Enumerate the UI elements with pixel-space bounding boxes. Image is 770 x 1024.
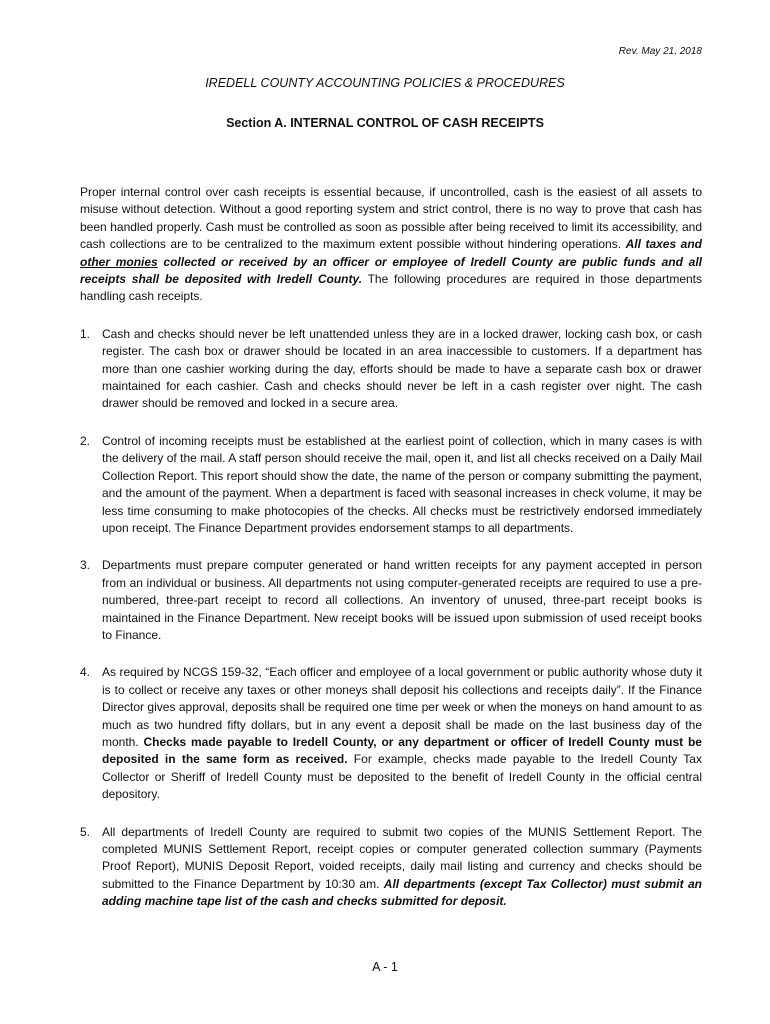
revision-date: Rev. May 21, 2018	[618, 46, 702, 57]
item-tail-text: For example, checks made payable to the Iredell County Tax Collector or Sheriff of Iredell County must be deposited to the benefit of Iredell County in the official central depository.	[102, 752, 702, 802]
document-title: IREDELL COUNTY ACCOUNTING POLICIES & PROCEDURES	[205, 76, 565, 90]
intro-text: Proper internal control over cash receipts is essential because, if uncontrolled, cash is the easiest of all assets to misuse without detection. Without a good reporting system and strict control, there is no way to prove that cash has been handled properly. Cash must be controlled as soon as possible after being received to limit its accessibility, and cash collections are to be centralized to the maximum extent possible without hindering operations.	[80, 185, 702, 252]
item-text-group	[102, 824, 702, 911]
list-item	[80, 433, 702, 537]
item-text: Control of incoming receipts must be established at the earliest point of collection, which in many cases is with the delivery of the mail. A staff person should receive the mail, open it, and list all checks received on a Daily Mail Collection Report. This report should show the date, the name of the person or company submitting the payment, and the amount of the payment. When a department is faced with seasonal increases in check volume, it may be less time consuming to make photocopies of the checks. All checks must be restrictively endorsed immediately upon receipt. The Finance Department provides endorsement stamps to all departments.	[102, 433, 702, 535]
item-bold-text: Checks made payable to Iredell County, or any department or officer of Iredell County must be deposited in the same form as received.	[102, 734, 702, 767]
list-item	[80, 557, 702, 644]
list-item	[80, 824, 702, 911]
item-text: As required by NCGS 159-32, “Each officer and employee of a local government or public authority whose duty it is to collect or receive any taxes or other moneys shall deposit his collections and receipts daily”. If the Finance Director gives approval, deposits shall be required one time per week or when the moneys on hand amount to as much as two hundred fifty dollars, but in any event a deposit shall be made on the last business day of the month.	[102, 665, 702, 749]
item-number: 2.	[80, 433, 91, 448]
page-number: A - 1	[372, 960, 398, 974]
document-body	[80, 184, 702, 931]
intro-tail: The following procedures are required in those departments handling cash receipts.	[80, 272, 702, 304]
list-item	[80, 664, 702, 803]
intro-paragraph	[80, 184, 702, 306]
item-text: All departments of Iredell County are required to submit two copies of the MUNIS Settlement Report. The completed MUNIS Settlement Report, receipt copies or computer generated collection summary (Payments Proof Report), MUNIS Deposit Report, voided receipts, daily mail listing and currency and checks should be submitted to the Finance Department by 10:30 am.	[102, 824, 702, 891]
item-text: Cash and checks should never be left unattended unless they are in a locked drawer, locking cash box, or cash register. The cash box or drawer should be located in an area inaccessible to customers. If a department has more than one cashier working during the day, efforts should be made to have a separate cash box or drawer maintained for each cashier. Cash and checks should never be left in a cash register over night. The cash drawer should be removed and locked in a secure area.	[102, 326, 702, 411]
item-number: 1.	[80, 326, 91, 341]
intro-emphasis-end: collected or received by an officer or employee of Iredell County are public funds and all receipts shall be deposited with Iredell County.	[80, 254, 702, 287]
intro-emphasis-underlined: other monies	[80, 254, 158, 269]
item-number: 4.	[80, 665, 91, 680]
list-item	[80, 326, 702, 413]
item-number: 5.	[80, 824, 91, 839]
intro-emphasis-start: All taxes and	[625, 237, 702, 252]
item-number: 3.	[80, 558, 91, 573]
item-text-group	[102, 664, 702, 803]
item-text: Departments must prepare computer generated or hand written receipts for any payment accepted in person from an individual or business. All departments not using computer-generated receipts are required to use a pre-numbered, three-part receipt to record all collections. An inventory of unused, three-part receipt books is maintained in the Finance Department. New receipt books will be issued upon submission of used receipt books to Finance.	[102, 558, 702, 642]
item-bold-italic-text: All departments (except Tax Collector) must submit an adding machine tape list of the cash and checks submitted for deposit.	[102, 876, 702, 909]
section-title: Section A. INTERNAL CONTROL OF CASH RECEIPTS	[226, 116, 544, 130]
